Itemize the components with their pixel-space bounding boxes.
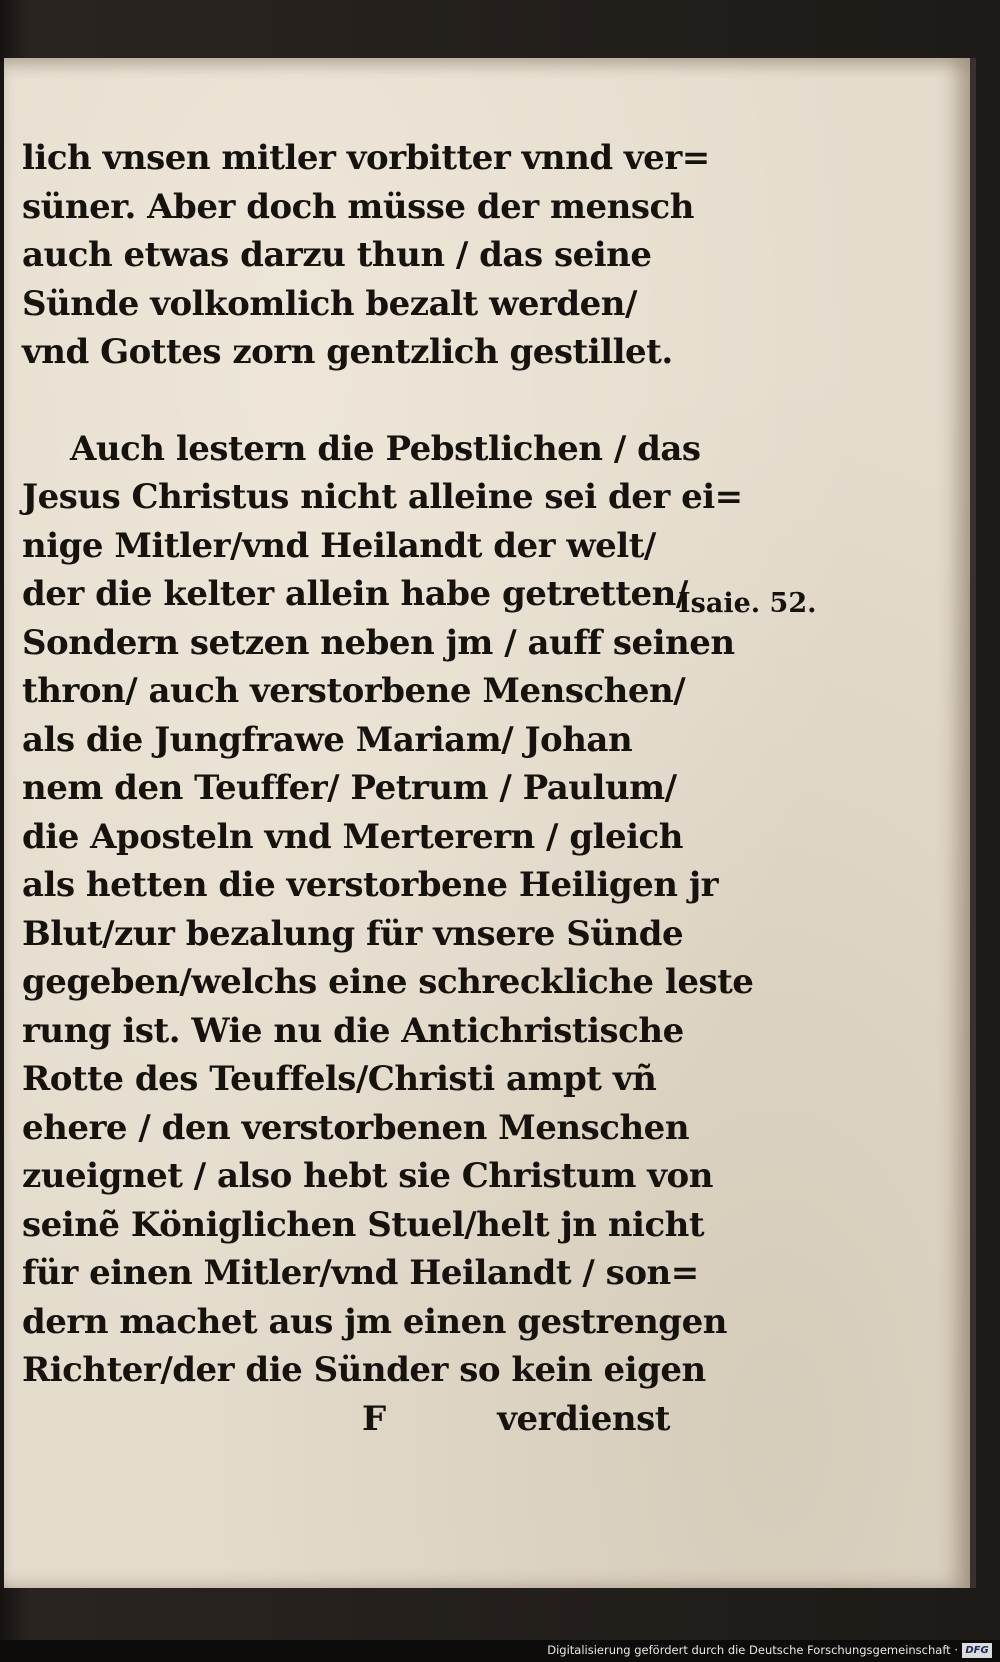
text-line: als die Jungfrawe Mariam/ Johan (22, 719, 633, 760)
text-line: Blut/zur bezalung für vnsere Sünde (22, 913, 684, 954)
text-line: ehere / den verstorbenen Menschen (22, 1107, 690, 1148)
text-line: thron/ auch verstorbene Menschen/ (22, 671, 686, 711)
text-line: Richter/der die Sünder so kein eigen (22, 1350, 706, 1390)
text-line: süner. Aber doch müsse der mensch (22, 186, 694, 227)
catchword: verdienst (497, 1398, 670, 1439)
credit-text: Digitalisierung gefördert durch die Deutsche Forschungsgemeinschaft · (547, 1643, 958, 1657)
margin-note: Isaie. 52. (678, 588, 817, 619)
text-line: dern machet aus jm einen gestrengen (22, 1301, 727, 1342)
text-line: Sondern setzen neben jm / auff seinen (22, 622, 735, 663)
text-line: der die kelter allein habe getretten/ (22, 574, 688, 614)
text-line: gegeben/welchs eine schreckliche leste (22, 962, 754, 1002)
book-page (4, 58, 976, 1588)
text-line: Jesus Christus nicht alleine sei der ei= (22, 477, 743, 517)
dfg-logo: DFG (962, 1643, 992, 1658)
signature-line (22, 1395, 682, 1444)
paragraph-gap (22, 377, 682, 425)
text-line: Rotte des Teuffels/Christi ampt vñ (22, 1059, 657, 1099)
text-line: Auch lestern die Pebstlichen / das (70, 428, 701, 469)
text-line: seinẽ Königlichen Stuel/helt jn nicht (22, 1204, 705, 1245)
text-line: lich vnsen mitler vorbitter vnnd ver= (22, 138, 710, 178)
text-line: für einen Mitler/vnd Heilandt / son= (22, 1253, 699, 1293)
text-line: zueignet / also hebt sie Christum von (22, 1156, 713, 1196)
text-line: vnd Gottes zorn gentzlich gestillet. (22, 332, 673, 372)
text-line: Sünde volkomlich bezalt werden/ (22, 283, 637, 324)
credit-bar (0, 1640, 1000, 1662)
text-line: als hetten die verstorbene Heiligen jr (22, 865, 719, 905)
text-line: rung ist. Wie nu die Antichristische (22, 1010, 684, 1051)
signature-mark: F (362, 1398, 386, 1439)
text-line: nige Mitler/vnd Heilandt der welt/ (22, 525, 656, 566)
text-line: nem den Teuffer/ Petrum / Paulum/ (22, 768, 677, 808)
text-line: die Aposteln vnd Merterern / gleich (22, 816, 683, 857)
text-line: auch etwas darzu thun / das seine (22, 235, 652, 275)
